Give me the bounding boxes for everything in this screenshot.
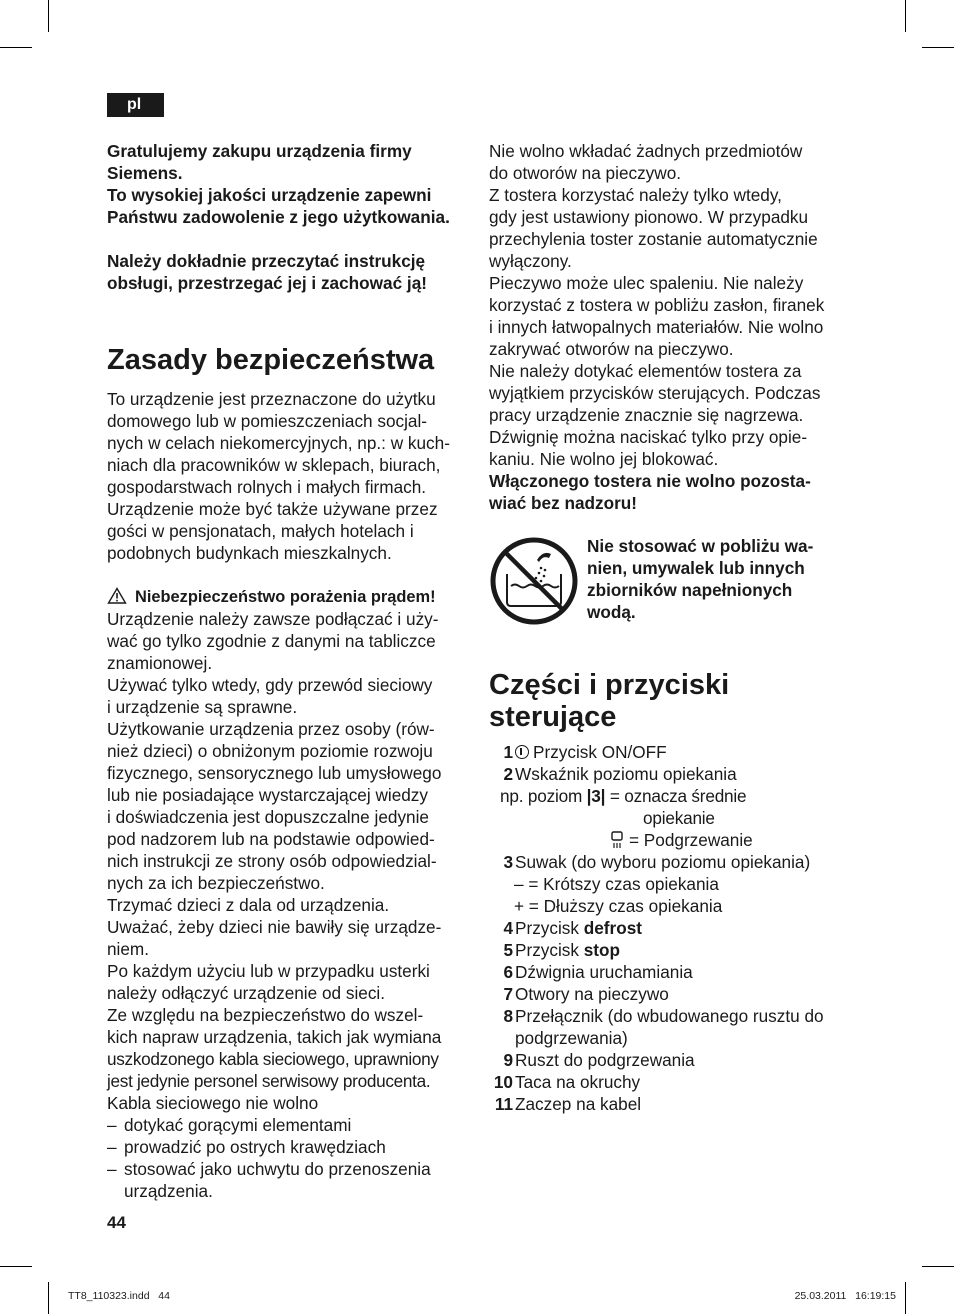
crop-mark [905,0,906,32]
list-item: 8 Przełącznik (do wbudowanego rusztu do podgrzewania) [503,1006,824,1048]
shock-warning: Niebezpieczeństwo porażenia prądem! [107,586,472,608]
level-example-cont: opiekanie [643,808,715,828]
list-item: 2 Wskaźnik poziomu opiekania [503,764,737,784]
left-column [107,140,472,1202]
list-item: 4 Przycisk defrost [503,918,643,938]
level-example: np. poziom |3| = oznacza średnie [500,786,747,806]
list-item: 5 Przycisk stop [503,940,621,960]
footer-file: TT8_110323.indd 44 [68,1290,170,1302]
warming-icon [610,831,624,849]
crop-mark [0,47,32,48]
shock-paragraph: Urządzenie należy zawsze podłączać i uży- wać go tylko zgodnie z danymi na tabliczce znamionowej. Używać tylko wtedy, gdy przewód sieciowy i urządzenie są sprawne. Użytkowanie urządzenia przez osoby (rów- nież dzieci) o obniżonym poziomie rozwoju fizycznego, sensorycznego lub umysłowego lub nie posiadające wystarczającej wiedzy i doświadczenia jest dopuszczalne jedynie pod nadzorem lub na podstawie odpowied- nich instrukcji ze strony osób odpowiedzial- nych za ich bezpieczeństwo. Trzymać dzieci z dala od urządzenia. Uważać, żeby dzieci nie bawiły się urządze- niem. Po każdym użyciu lub w przypadku usterki należy odłączyć urządzenie od sieci. Ze względu na bezpieczeństwo do wszel- kich napraw urządzenia, takich jak wymiana uszkodzonego kabla sieciowego, uprawniony jest jedynie personel serwisowy producenta. Kabla sieciowego nie wolno [107,609,442,1113]
list-subitem: + = Dłuższy czas opiekania [514,896,723,916]
footer-date: 25.03.2011 16:19:15 [794,1290,896,1302]
water-warning-block [489,537,859,647]
dash-list [107,1114,472,1202]
list-item: 9 Ruszt do podgrzewania [503,1050,695,1070]
list-item: 11 Zaczep na kabel [494,1094,642,1114]
list-subitem: – = Krótszy czas opiekania [514,874,719,894]
list-item: 3 Suwak (do wyboru poziomu opiekania) [503,852,811,872]
no-water-icon [489,536,579,626]
crop-mark [922,1266,954,1267]
parts-list [488,741,859,1115]
intro-text: Gratulujemy zakupu urządzenia firmy Siemens. To wysokiej jakości urządzenie zapewni Państwu zadowolenie z jego użytkowania. Należy dokładnie przeczytać instrukcję obsługi, przestrzegać jej i zachować ją! [107,141,450,293]
crop-mark [905,1282,906,1314]
safety-paragraph: To urządzenie jest przeznaczone do użytku domowego lub w pomieszczeniach socjal- nych w celach niekomercyjnych, np.: w kuch- niach dla pracowników w sklepach, biurach, gospodarstwach rolnych i małych firmach. Urządzenie może być także używane przez gości w pensjonatach, małych hotelach i podobnych budynkach mieszkalnych. [107,389,450,563]
list-item: – prowadzić po ostrych krawędziach [107,1137,386,1157]
list-item: 10 Taca na okruchy [493,1072,641,1092]
toaster-safety-paragraph: Nie wolno wkładać żadnych przedmiotów do otworów na pieczywo. Z tostera korzystać należy tylko wtedy, gdy jest ustawiony pionowo. W przypadku przechylenia toster zostanie automatycznie wyłączony. Pieczywo może ulec spaleniu. Nie należy korzystać z tostera w pobliżu zasłon, firanek i innych łatwopalnych materiałów. Nie wolno zakrywać otworów na pieczywo. Nie należy dotykać elementów tostera za wyjątkiem przycisków sterujących. Podczas pracy urządzenie znacznie się nagrzewa. Dźwignię można naciskać tylko przy opie- kaniu. Nie wolno jej blokować. Włączonego tostera nie wolno pozosta- wiać bez nadzoru! [489,141,825,513]
crop-mark [48,1282,49,1314]
power-icon [515,745,529,759]
list-item: 7 Otwory na pieczywo [503,984,669,1004]
list-item: – stosować jako uchwytu do przenoszenia urządzenia. [107,1159,431,1201]
warm-example: = Podgrzewanie [488,829,859,851]
safety-heading: Zasady bezpieczeństwa [107,344,435,376]
crop-mark [48,0,49,32]
page-number: 44 [107,1213,126,1232]
right-column [489,140,859,1115]
list-item: 1 Przycisk ON/OFF [503,742,667,762]
crop-mark [922,47,954,48]
list-item: 6 Dźwignia uruchamiania [503,962,693,982]
list-item: – dotykać gorącymi elementami [107,1115,352,1135]
warning-triangle-icon [107,587,127,604]
crop-mark [0,1266,32,1267]
water-warning-text: Nie stosować w pobliżu wa- nien, umywalek lub innych zbiorników napełnionych wodą. [587,536,814,622]
language-tab: pl [107,93,164,117]
parts-heading: Części i przyciski sterujące [489,669,730,733]
